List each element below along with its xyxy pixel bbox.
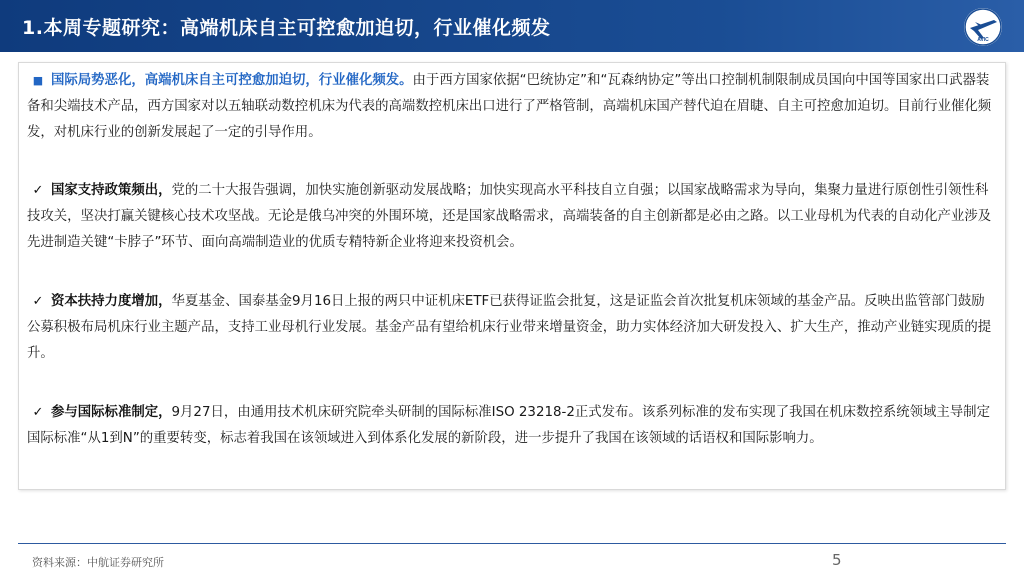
page-title: 1.本周专题研究：高端机床自主可控愈加迫切，行业催化频发 [22,17,551,39]
bullet-item-2 [27,178,997,256]
item-body: 华夏基金、国泰基金9月16日上报的两只中证机床ETF已获得证监会批复，这是证监会首次批复机床领域的基金产品。反映出监管部门鼓励公募积极布局机床行业主题产品，支持工业母机行业发展。基金产品有望给机床行业带来增量资金，助力实体经济加大研发投入、扩大生产，推动产业链实现质的提升。 [27,294,992,361]
logo-text: AVIC [977,37,989,43]
bullet-item-3 [27,289,997,367]
item-body: 由于西方国家依据“巴统协定”和“瓦森纳协定”等出口控制机制限制成员国向中国等国家出口武器装备和尖端技术产品，西方国家对以五轴联动数控机床为代表的高端数控机床出口进行了严格管制，高端机床国产替代迫在眉睫、自主可控愈加迫切。目前行业催化频发，对机床行业的创新发展起了一定的引导作用。 [27,73,992,140]
item-lead: 国际局势恶化，高端机床自主可控愈加迫切，行业催化频发。 [51,73,413,88]
item-body: 9月27日，由通用技术机床研究院牵头研制的国际标准ISO 23218-2正式发布。该系列标准的发布实现了我国在机床数控系统领域主导制定国际标准“从1到N”的重要转变，标志着我国在该领域进入到体系化发展的新阶段，进一步提升了我国在该领域的话语权和国际影响力。 [27,405,990,446]
item-lead: 参与国际标准制定， [51,405,172,420]
source-note: 资料来源：中航证券研究所 [32,556,164,569]
footer-divider [18,543,1006,544]
bullet-item-4 [27,400,997,452]
bullet-item-1 [27,68,997,146]
airplane-emblem-icon [964,8,1002,46]
company-logo [964,8,1002,46]
item-lead: 资本扶持力度增加， [51,294,172,309]
title-bar [0,0,1024,52]
square-bullet-icon: ■ [32,74,44,87]
item-body: 党的二十大报告强调，加快实施创新驱动发展战略；加快实现高水平科技自立自强；以国家战略需求为导向，集聚力量进行原创性引领性科技攻关，坚决打赢关键核心技术攻坚战。无论是俄乌冲突的外围环境，还是国家战略需求，高端装备的自主创新都是必由之路。以工业母机为代表的自动化产业涉及先进制造关键“卡脖子”环节、面向高端制造业的优质专精特新企业将迎来投资机会。 [27,183,992,250]
item-lead: 国家支持政策频出， [51,183,172,198]
page-number: 5 [832,551,842,569]
check-icon: ✓ [32,405,44,420]
content-panel [18,62,1006,490]
check-icon: ✓ [32,294,44,309]
check-icon: ✓ [32,183,44,198]
